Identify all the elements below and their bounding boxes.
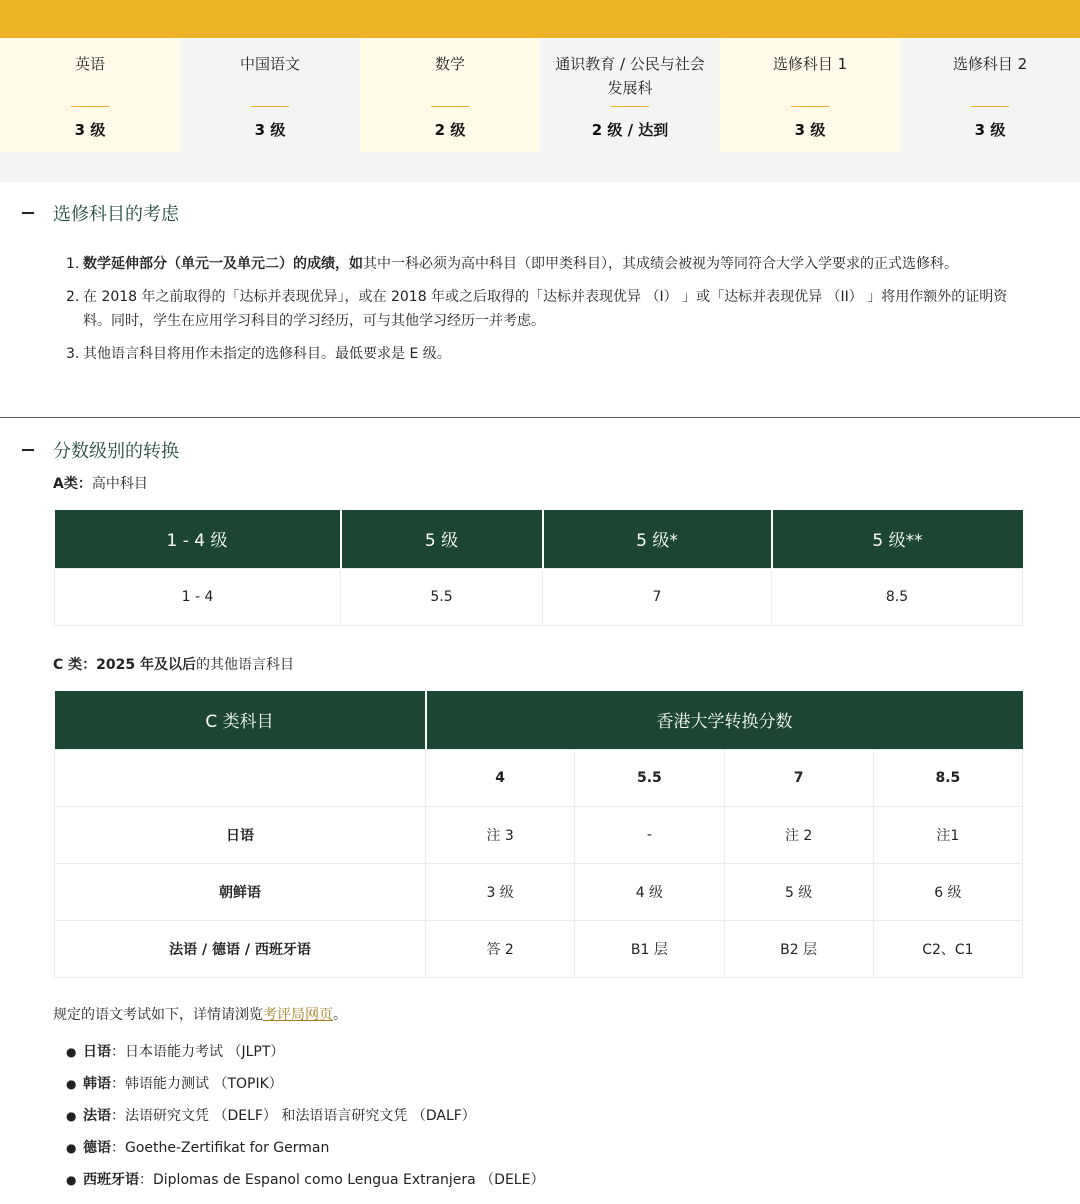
category-c-label — [53, 654, 294, 674]
table-row — [55, 863, 1023, 920]
category-a-label — [53, 473, 148, 493]
top-banner — [0, 0, 1080, 38]
list-text-body: 其中一科必须为高中科目（即甲类科目），其成绩会被视为等同符合大学入学要求的正式选修科。 — [363, 256, 958, 272]
category-label-text: 高中科目 — [91, 476, 148, 492]
table-cell: 1 - 4 — [55, 568, 341, 625]
table-header: C 类科目 — [55, 691, 426, 749]
note-text: 规定的语文考试如下，详情请浏览 — [53, 1007, 263, 1023]
table-cell: 注 3 — [426, 806, 575, 863]
list-number: 3. — [66, 346, 80, 362]
category-a-table — [54, 510, 1023, 626]
table-cell: 注1 — [873, 806, 1022, 863]
requirement-math — [360, 38, 540, 152]
requirement-subject: 中国语文 — [239, 55, 300, 73]
table-cell: B2 层 — [724, 920, 873, 977]
list-item — [66, 1072, 544, 1104]
exam-language: 西班牙语 — [83, 1172, 139, 1188]
list-text-bold: 数学延伸部分（单元一及单元二）的成绩，如 — [83, 256, 363, 272]
list-number: 2. — [66, 289, 80, 305]
table-cell: 5.5 — [341, 568, 543, 625]
bullet-icon: ● — [66, 1173, 77, 1187]
table-cell: C2、C1 — [873, 920, 1022, 977]
bullet-icon: ● — [66, 1109, 77, 1123]
table-cell: 日语 — [55, 806, 426, 863]
requirement-level: 3 级 — [254, 121, 286, 139]
table-cell: B1 层 — [575, 920, 724, 977]
table-cell: 4 级 — [575, 863, 724, 920]
requirement-subject: 选修科目 1 — [772, 55, 848, 73]
collapse-icon[interactable] — [22, 449, 34, 451]
table-cell: 4 — [426, 749, 575, 806]
table-header: 5 级* — [543, 510, 772, 568]
divider-line — [431, 106, 469, 107]
table-cell: 答 2 — [426, 920, 575, 977]
list-text: 在 2018 年之前取得的「达标并表现优异」，或在 2018 年或之后取得的「达标并表现优异 （I） 」或「达标并表现优异 （II） 」将用作额外的证明资料。同时，学生在应用学习科目的学习经历，可与其他学习经历一并考虑。 — [83, 289, 1008, 329]
table-cell: 5.5 — [575, 749, 724, 806]
list-text — [83, 252, 1026, 276]
collapse-icon[interactable] — [22, 212, 34, 214]
section-divider — [0, 417, 1080, 418]
exam-note — [53, 1004, 347, 1024]
table-row — [55, 568, 1023, 625]
exam-description: ：日本语能力考试 （JLPT） — [111, 1044, 285, 1060]
requirement-subject: 通识教育 / 公民与社会发展科 — [555, 55, 705, 97]
table-cell — [55, 749, 426, 806]
exam-description: ：韩语能力测试 （TOPIK） — [111, 1076, 283, 1092]
requirement-level: 3 级 — [794, 121, 826, 139]
table-cell: 6 级 — [873, 863, 1022, 920]
exam-list — [66, 1040, 544, 1200]
requirement-level: 2 级 / 达到 — [591, 121, 669, 139]
requirement-elective-1 — [720, 38, 900, 152]
section-elective-header[interactable] — [22, 200, 179, 226]
divider-line — [971, 106, 1009, 107]
requirement-level: 3 级 — [74, 121, 106, 139]
elective-notes-list — [66, 252, 1026, 375]
divider-line — [611, 106, 649, 107]
section-title: 选修科目的考虑 — [53, 204, 179, 225]
category-c-table — [54, 691, 1023, 978]
divider-line — [791, 106, 829, 107]
table-cell: 注 2 — [724, 806, 873, 863]
exam-language: 德语 — [83, 1140, 111, 1156]
exam-language: 韩语 — [83, 1076, 111, 1092]
bullet-icon: ● — [66, 1045, 77, 1059]
list-item — [66, 1104, 544, 1136]
category-label-text: 的其他语言科目 — [196, 657, 294, 673]
table-cell: 3 级 — [426, 863, 575, 920]
category-label-bold: A类： — [53, 476, 92, 492]
exam-description: ：法语研究文凭 （DELF） 和法语语言研究文凭 （DALF） — [111, 1108, 476, 1124]
section-conversion-header[interactable] — [22, 437, 179, 463]
exam-description: ：Goethe-Zertifikat for German — [111, 1140, 330, 1156]
bullet-icon: ● — [66, 1077, 77, 1091]
table-header: 香港大学转换分数 — [426, 691, 1023, 749]
table-cell: 8.5 — [873, 749, 1022, 806]
requirement-elective-2 — [900, 38, 1080, 152]
exam-description: ：Diplomas de Espanol como Lengua Extranjera （DELE） — [139, 1172, 545, 1188]
requirement-level: 3 级 — [974, 121, 1006, 139]
table-header: 5 级 — [341, 510, 543, 568]
requirement-liberal-studies — [540, 38, 720, 152]
list-item — [66, 1040, 544, 1072]
table-cell: - — [575, 806, 724, 863]
exam-language: 法语 — [83, 1108, 111, 1124]
bullet-icon: ● — [66, 1141, 77, 1155]
list-number: 1. — [66, 256, 80, 272]
table-row — [55, 920, 1023, 977]
table-cell: 法语 / 德语 / 西班牙语 — [55, 920, 426, 977]
list-item — [66, 1168, 544, 1200]
requirements-panel — [0, 38, 1080, 182]
table-cell: 5 级 — [724, 863, 873, 920]
exam-language: 日语 — [83, 1044, 111, 1060]
table-header: 5 级** — [772, 510, 1023, 568]
requirement-english — [0, 38, 180, 152]
list-item — [66, 252, 1026, 276]
table-cell: 7 — [543, 568, 772, 625]
table-row — [55, 749, 1023, 806]
list-text: 其他语言科目将用作未指定的选修科目。最低要求是 E 级。 — [83, 346, 451, 362]
requirement-subject: 英语 — [74, 55, 105, 73]
list-item — [66, 342, 1026, 366]
requirement-subject: 选修科目 2 — [952, 55, 1028, 73]
divider-line — [251, 106, 289, 107]
table-row — [55, 806, 1023, 863]
hkeaa-link[interactable]: 考评局网页 — [263, 1007, 333, 1023]
category-label-bold: C 类：2025 年及以后 — [53, 657, 196, 673]
requirement-level: 2 级 — [434, 121, 466, 139]
list-item — [66, 1136, 544, 1168]
table-cell: 8.5 — [772, 568, 1023, 625]
requirement-subject: 数学 — [434, 55, 465, 73]
table-cell: 朝鲜语 — [55, 863, 426, 920]
section-title: 分数级别的转换 — [53, 441, 179, 462]
requirement-chinese — [180, 38, 360, 152]
list-item — [66, 285, 1026, 333]
divider-line — [71, 106, 109, 107]
note-end: 。 — [333, 1007, 347, 1023]
table-cell: 7 — [724, 749, 873, 806]
table-header: 1 - 4 级 — [55, 510, 341, 568]
